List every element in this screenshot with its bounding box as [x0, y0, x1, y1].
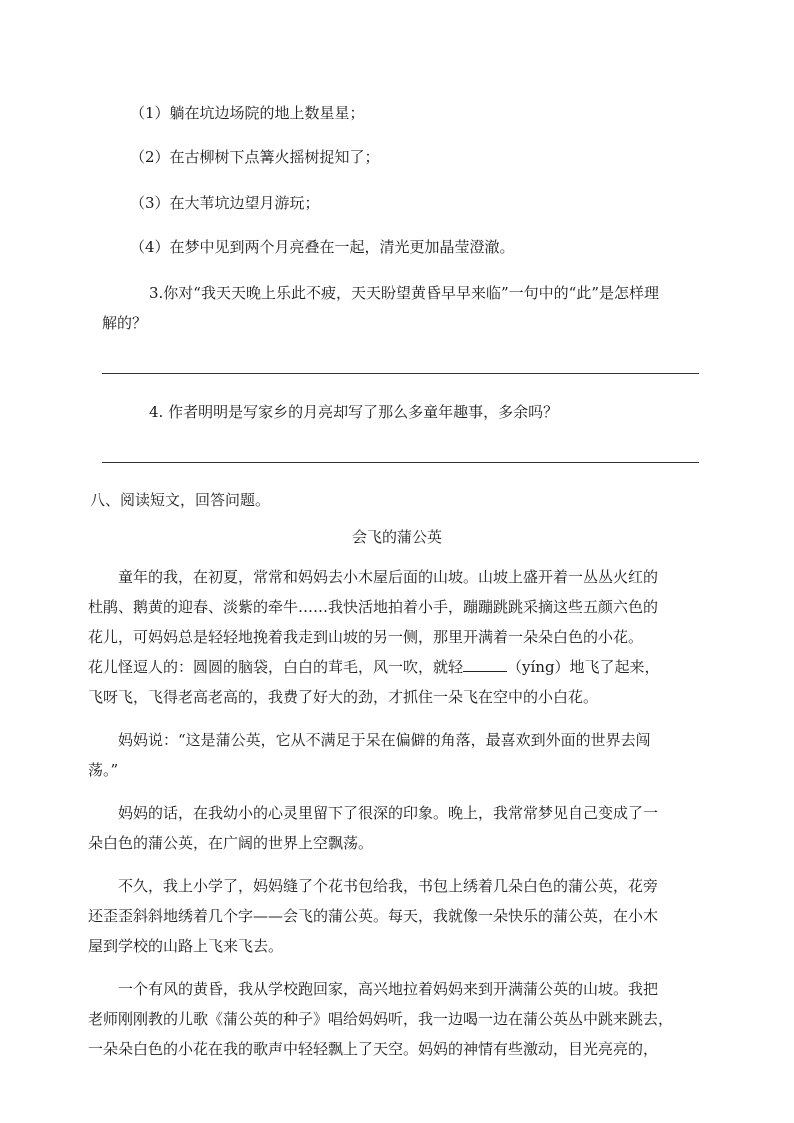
paragraph-3-line-1: 妈妈的话，在我幼小的心灵里留下了很深的印象。晚上，我常常梦见自己变成了一: [118, 804, 659, 822]
paragraph-1-line-4: [88, 657, 660, 677]
answer-line-4[interactable]: [102, 462, 699, 463]
paragraph-5-line-2: 老师刚刚教的儿歌《蒲公英的种子》唱给妈妈听，我一边喝一边在蒲公英丛中跳来跳去，: [88, 1010, 674, 1028]
paragraph-1-line-2: 杜鹃、鹅黄的迎春、淡紫的牵牛……我快活地拍着小手，蹦蹦跳跳采摘这些五颜六色的: [88, 598, 659, 616]
question-3-line-1: 3.你对“我天天晚上乐此不疲，天天盼望黄昏早早来临”一句中的“此”是怎样理: [149, 284, 659, 302]
paragraph-1-line-5: 飞呀飞，飞得老高老高的，我费了好大的劲，才抓住一朵飞在空中的小白花。: [88, 688, 599, 706]
list-item-4: （4）在梦中见到两个月亮叠在一起，清光更加晶莹澄澈。: [130, 238, 515, 256]
section-heading: 八、阅读短文，回答问题。: [90, 491, 271, 509]
paragraph-4-line-2: 还歪歪斜斜地绣着几个字——会飞的蒲公英。每天，我就像一朵快乐的蒲公英，在小木: [88, 907, 659, 925]
paragraph-1-line-4-rest: （yíng）地飞了起来，: [507, 658, 660, 676]
list-item-3: （3）在大苇坑边望月游玩；: [130, 194, 320, 212]
list-item-2: （2）在古柳树下点篝火摇树捉知了；: [130, 148, 380, 166]
paragraph-3-line-2: 朵白色的蒲公英，在广阔的世界上空飘荡。: [88, 834, 374, 852]
story-title: 会飞的蒲公英: [351, 528, 442, 546]
paragraph-5-line-3: 一朵朵白色的小花在我的歌声中轻轻飘上了天空。妈妈的神情有些激动，目光亮亮的，: [88, 1040, 659, 1058]
paragraph-4-line-3: 屋到学校的山路上飞来飞去。: [88, 937, 284, 955]
list-item-1: （1）躺在坑边场院的地上数星星；: [130, 104, 365, 122]
paragraph-4-line-1: 不久，我上小学了，妈妈缝了个花书包给我，书包上绣着几朵白色的蒲公英，花旁: [118, 877, 659, 895]
answer-line-3[interactable]: [102, 373, 699, 374]
question-4: 4. 作者明明是写家乡的月亮却写了那么多童年趣事，多余吗？: [149, 403, 559, 421]
fill-in-blank[interactable]: [463, 659, 507, 672]
paragraph-2-line-2: 荡。”: [88, 761, 119, 779]
paragraph-5-line-1: 一个有风的黄昏，我从学校跑回家，高兴地拉着妈妈来到开满蒲公英的山坡。我把: [118, 980, 659, 998]
question-3-line-2: 解的？: [102, 314, 148, 332]
paragraph-2-line-1: 妈妈说：“这是蒲公英，它从不满足于呆在偏僻的角落，最喜欢到外面的世界去闯: [118, 731, 651, 749]
paragraph-1-line-4-text: 花儿怪逗人的：圆圆的脑袋，白白的茸毛，风一吹，就轻: [88, 658, 464, 676]
paragraph-1-line-1: 童年的我，在初夏，常常和妈妈去小木屋后面的山坡。山坡上盛开着一丛丛火红的: [118, 568, 659, 586]
paragraph-1-line-3: 花儿，可妈妈总是轻轻地挽着我走到山坡的另一侧，那里开满着一朵朵白色的小花。: [88, 628, 644, 646]
